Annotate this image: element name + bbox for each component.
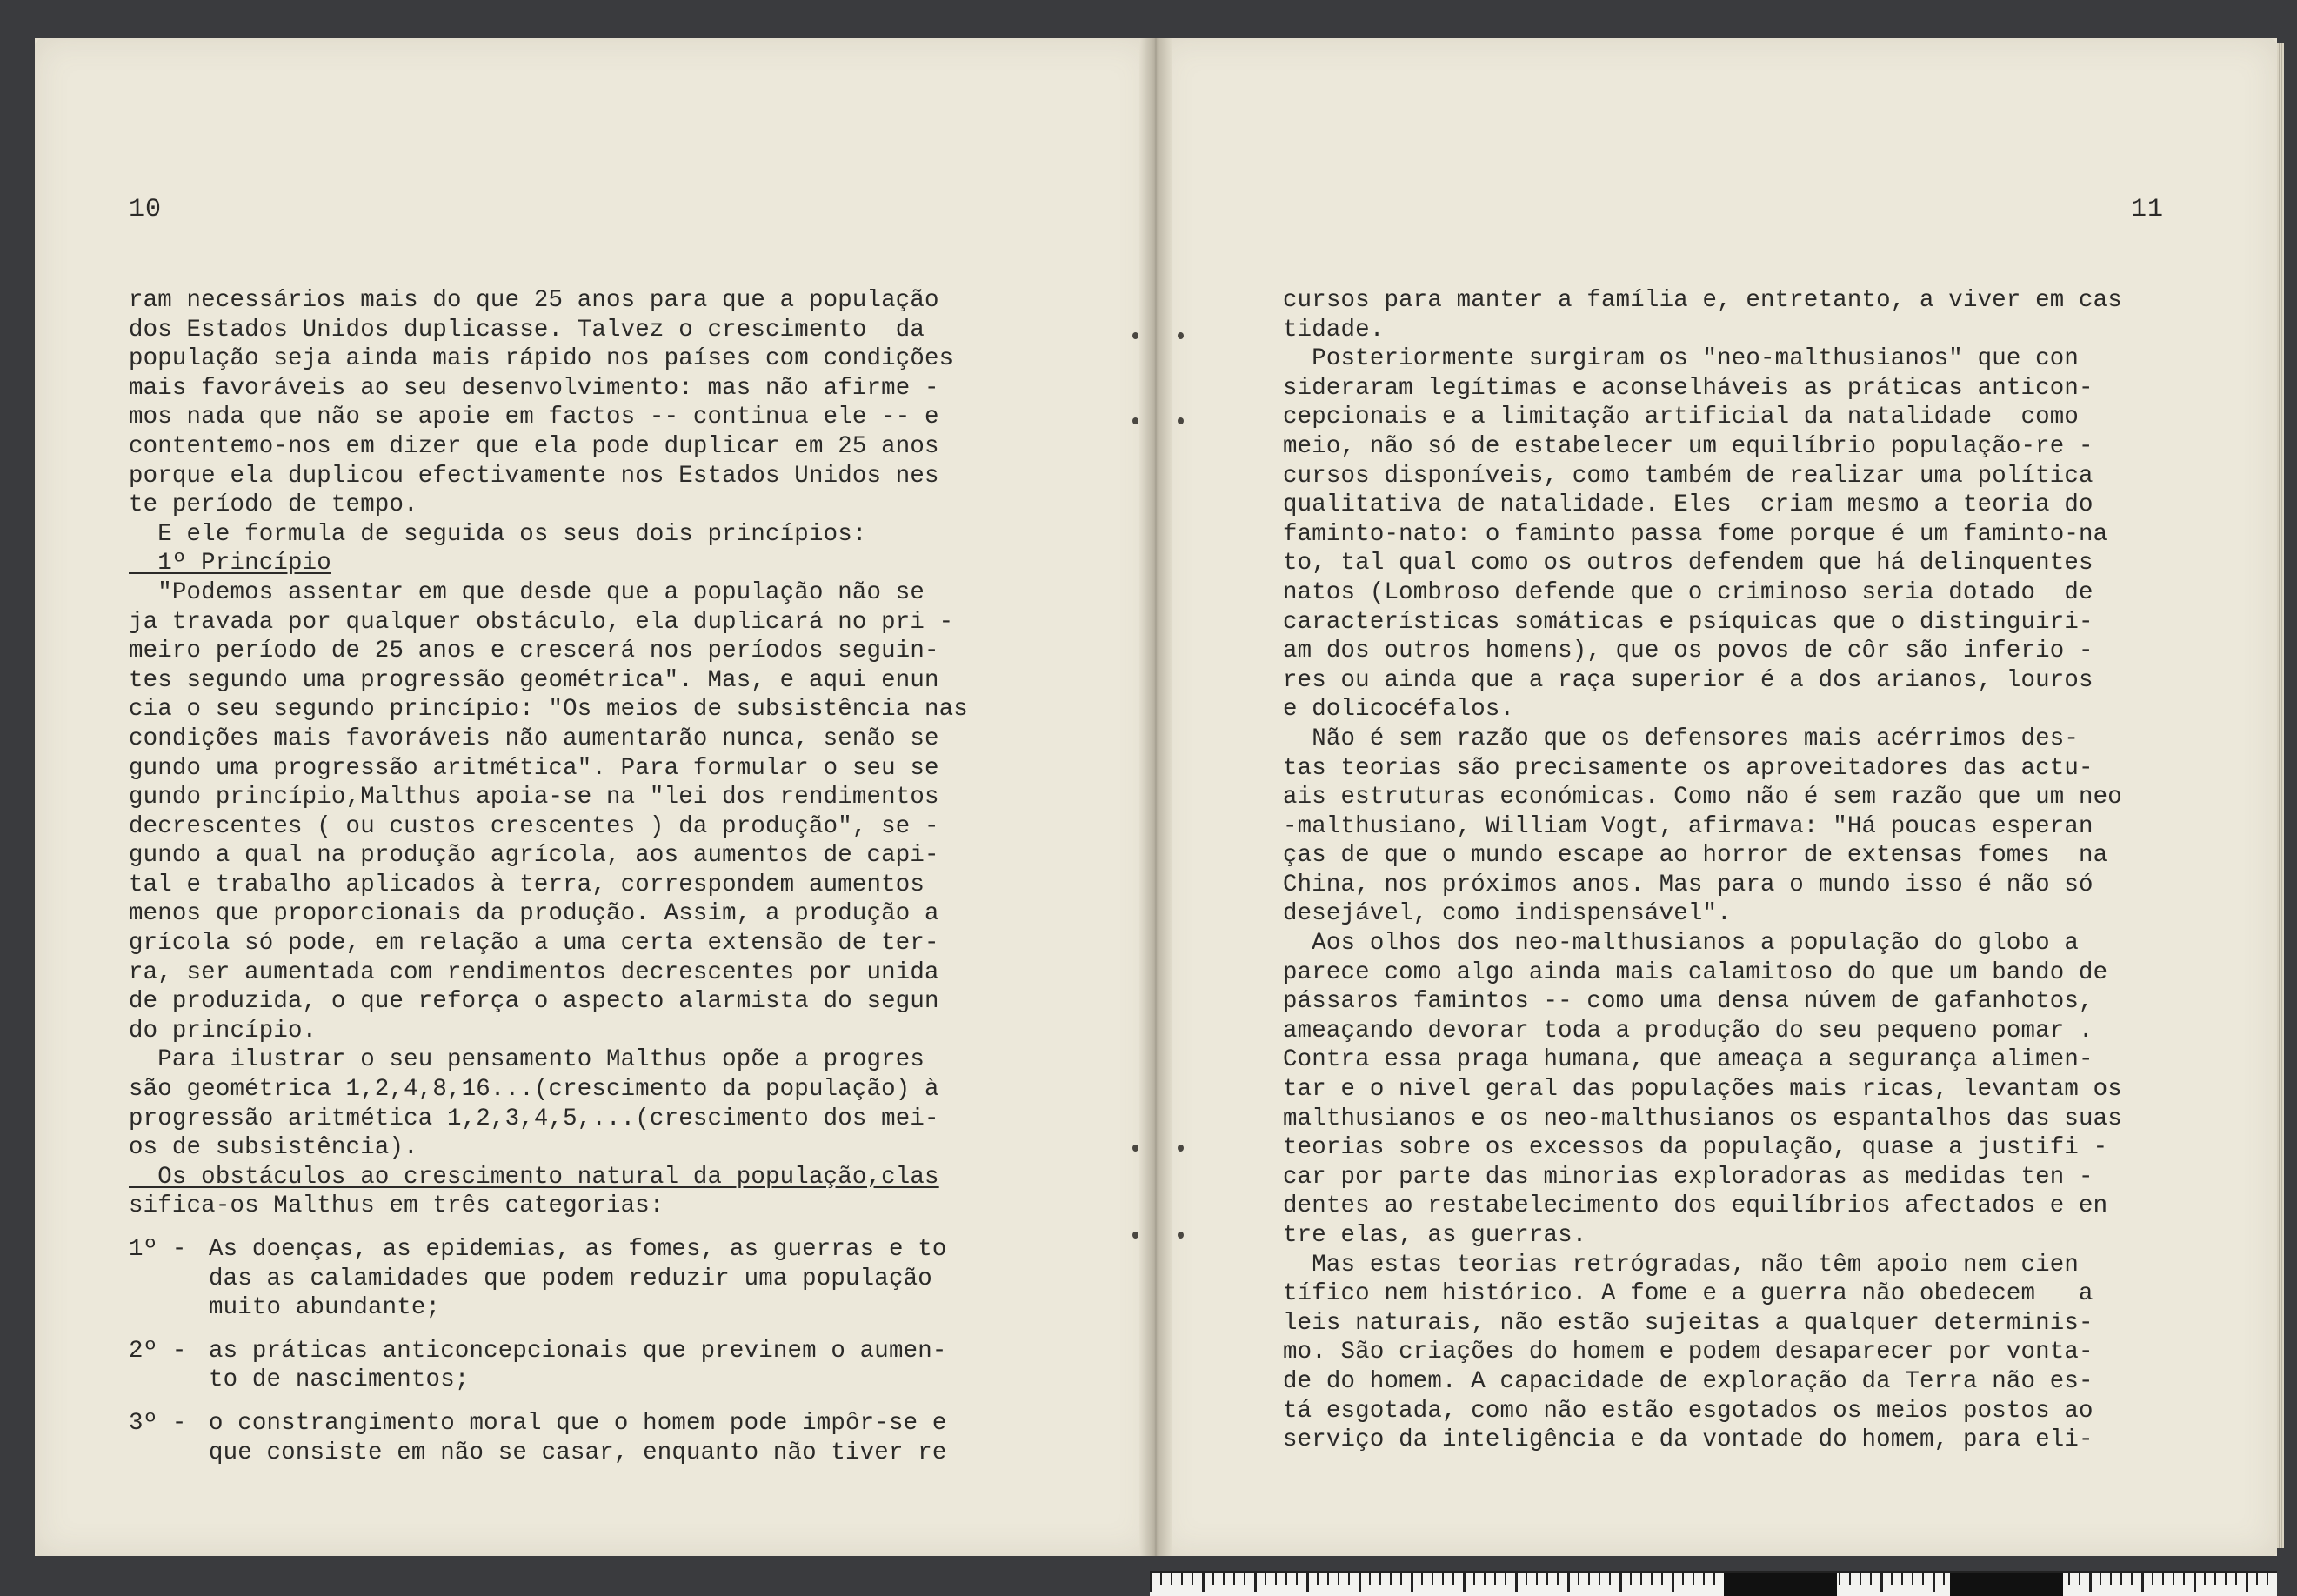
binding-hole [1178,332,1184,339]
text-line: porque ela duplicou efectivamente nos Estados Unidos nes [129,462,939,490]
binding-hole [1132,1232,1138,1239]
text-line: Não é sem razão que os defensores mais acérrimos des- [1283,725,2080,752]
text-line: decrescentes ( ou custos crescentes ) da produção", se - [129,812,939,840]
text-line: ram necessários mais do que 25 anos para que a população [129,287,939,314]
book-spread [35,38,2277,1556]
text-line: te período de tempo. [129,491,418,519]
list-item-text: que consiste em não se casar, enquanto não tiver re [209,1439,947,1466]
list-item-text: As doenças, as epidemias, as fomes, as guerras e to [209,1236,947,1263]
text-line: gundo uma progressão aritmética". Para formular o seu se [129,754,939,782]
text-line: mos nada que não se apoie em factos -- continua ele -- e [129,404,939,431]
text-line: parece como algo ainda mais calamitoso do que um bando de [1283,958,2108,986]
text-line: tífico nem histórico. A fome e a guerra não obedecem a [1283,1280,2093,1308]
text-line: tal e trabalho aplicados à terra, correspondem aumentos [129,871,925,898]
right-page-number: 11 [2131,195,2165,224]
binding-hole [1132,1145,1138,1152]
text-line: malthusianos e os neo-malthusianos os espantalhos das suas [1283,1105,2122,1132]
list-item-line [129,1235,1016,1265]
text-line: e dolicocéfalos. [1283,696,1515,724]
text-line: Aos olhos dos neo-malthusianos a população do globo a [1283,930,2080,958]
list-item-line [129,1366,1016,1395]
text-line: ra, ser aumentada com rendimentos decrescentes por unida [129,958,939,986]
text-line: de produzida, o que reforça o aspecto alarmista do segun [129,988,939,1016]
text-line: car por parte das minorias exploradoras as medidas ten - [1283,1163,2093,1191]
list-item-line [129,1293,1016,1323]
list-item-line [129,1439,1016,1468]
binding-hole [1178,1232,1184,1239]
text-line: teorias sobre os excessos da população, quase a justifi - [1283,1134,2108,1162]
text-line: Mas estas teorias retrógradas, não têm apoio nem cien [1283,1251,2080,1279]
list-item-text: as práticas anticoncepcionais que previnem o aumen- [209,1337,947,1365]
text-line: cepcionais e a limitação artificial da natalidade como [1283,404,2080,431]
right-page-text [1283,286,2170,1455]
text-line: são geométrica 1,2,4,8,16...(crescimento da população) à [129,1076,939,1104]
text-line: de do homem. A capacidade de exploração da Terra não es- [1283,1367,2093,1395]
text-line: do princípio. [129,1017,317,1045]
text-line: tes segundo uma progressão geométrica". Mas, e aqui enun [129,666,939,694]
text-line: sideraram legítimas e aconselháveis as práticas anticon- [1283,374,2093,402]
text-line: condições mais favoráveis não aumentarão nunca, senão se [129,725,939,752]
text-line: desejável, como indispensável". [1283,900,1732,928]
text-line: meiro período de 25 anos e crescerá nos períodos seguin- [129,638,939,665]
text-line: to, tal qual como os outros defendem que há delinquentes [1283,550,2093,578]
scale-ruler [1150,1571,2277,1596]
text-line: tidade. [1283,316,1385,344]
text-line: cursos para manter a família e, entretanto, a viver em cas [1283,287,2122,314]
text-line: mais favoráveis ao seu desenvolvimento: mas não afirme - [129,374,939,402]
text-line: ais estruturas económicas. Como não é sem razão que um neo [1283,784,2122,811]
binding-hole [1178,417,1184,424]
left-page-number: 10 [129,195,163,224]
right-page [1159,38,2277,1556]
text-line: qualitativa de natalidade. Eles criam mesmo a teoria do [1283,491,2093,519]
text-line: gundo a qual na produção agrícola, aos aumentos de capi- [129,842,939,870]
text-line: mo. São criações do homem e podem desaparecer por vonta- [1283,1339,2093,1366]
text-line: pássaros famintos -- como uma densa núvem de gafanhotos, [1283,988,2093,1016]
text-line: Posteriormente surgiram os "neo-malthusianos" que con [1283,345,2080,373]
text-line: "Podemos assentar em que desde que a população não se [129,578,925,606]
text-line: meio, não só de estabelecer um equilíbrio população-re - [1283,432,2093,460]
text-line: cursos disponíveis, como também de realizar uma política [1283,462,2093,490]
binding-hole [1178,1145,1184,1152]
text-line: ja travada por qualquer obstáculo, ela duplicará no pri - [129,608,954,636]
text-line: os de subsistência). [129,1134,418,1162]
text-line: natos (Lombroso defende que o criminoso seria dotado de [1283,578,2093,606]
text-line: Contra essa praga humana, que ameaça a segurança alimen- [1283,1046,2093,1074]
text-line: tas teorias são precisamente os aproveitadores das actu- [1283,754,2093,782]
binding-hole [1132,332,1138,339]
list-marker: 2º - [129,1337,202,1365]
text-line: faminto-nato: o faminto passa fome porque é um faminto-na [1283,520,2108,548]
text-line: Os obstáculos ao crescimento natural da população,clas [129,1163,939,1191]
text-line: leis naturais, não estão sujeitas a qualquer determinis- [1283,1309,2093,1337]
text-line: tar e o nivel geral das populações mais ricas, levantam os [1283,1076,2122,1104]
text-line: população seja ainda mais rápido nos países com condições [129,345,954,373]
text-line: sifica-os Malthus em três categorias: [129,1192,664,1220]
binding-hole [1132,417,1138,424]
text-line: E ele formula de seguida os seus dois princípios: [129,520,867,548]
text-line: contentemo-nos em dizer que ela pode duplicar em 25 anos [129,432,939,460]
text-line: menos que proporcionais da produção. Assim, a produção a [129,900,939,928]
text-line: ças de que o mundo escape ao horror de extensas fomes na [1283,842,2108,870]
book-gutter [1139,38,1172,1556]
page-edge [2277,43,2284,1548]
text-line: -malthusiano, William Vogt, afirmava: "Há poucas esperan [1283,812,2093,840]
text-line: tá esgotada, como não estão esgotados os meios postos ao [1283,1397,2093,1425]
list-marker: 1º - [129,1236,202,1263]
list-marker: 3º - [129,1409,202,1437]
text-line: progressão aritmética 1,2,3,4,5,...(crescimento dos mei- [129,1105,939,1132]
text-line: 1º Princípio [129,550,331,578]
list-item-line [129,1265,1016,1294]
text-line: cia o seu segundo princípio: "Os meios de subsistência nas [129,696,968,724]
text-line: gundo princípio,Malthus apoia-se na "lei dos rendimentos [129,784,939,811]
text-line: China, nos próximos anos. Mas para o mundo isso é não só [1283,871,2093,898]
list-item-text: das as calamidades que podem reduzir uma população [209,1265,932,1292]
text-line: dentes ao restabelecimento dos equilíbrios afectados e en [1283,1192,2108,1220]
text-line: grícola só pode, em relação a uma certa extensão de ter- [129,930,939,958]
text-line: características somáticas e psíquicas que o distinguiri- [1283,608,2093,636]
text-line: res ou ainda que a raça superior é a dos arianos, louros [1283,666,2093,694]
text-line: Para ilustrar o seu pensamento Malthus opõe a progres [129,1046,925,1074]
text-line: ameaçando devorar toda a produção do seu pequeno pomar . [1283,1017,2093,1045]
text-line: am dos outros homens), que os povos de côr são inferio - [1283,638,2093,665]
list-item-line [129,1337,1016,1366]
text-line: serviço da inteligência e da vontade do homem, para eli- [1283,1426,2093,1454]
text-line: dos Estados Unidos duplicasse. Talvez o crescimento da [129,316,925,344]
left-page-text [129,286,1016,1467]
left-page [35,38,1152,1556]
list-item-text: to de nascimentos; [209,1366,470,1394]
list-item-text: muito abundante; [209,1294,441,1322]
list-item-line [129,1409,1016,1439]
text-line: tre elas, as guerras. [1283,1222,1587,1249]
list-item-text: o constrangimento moral que o homem pode impôr-se e [209,1409,947,1437]
